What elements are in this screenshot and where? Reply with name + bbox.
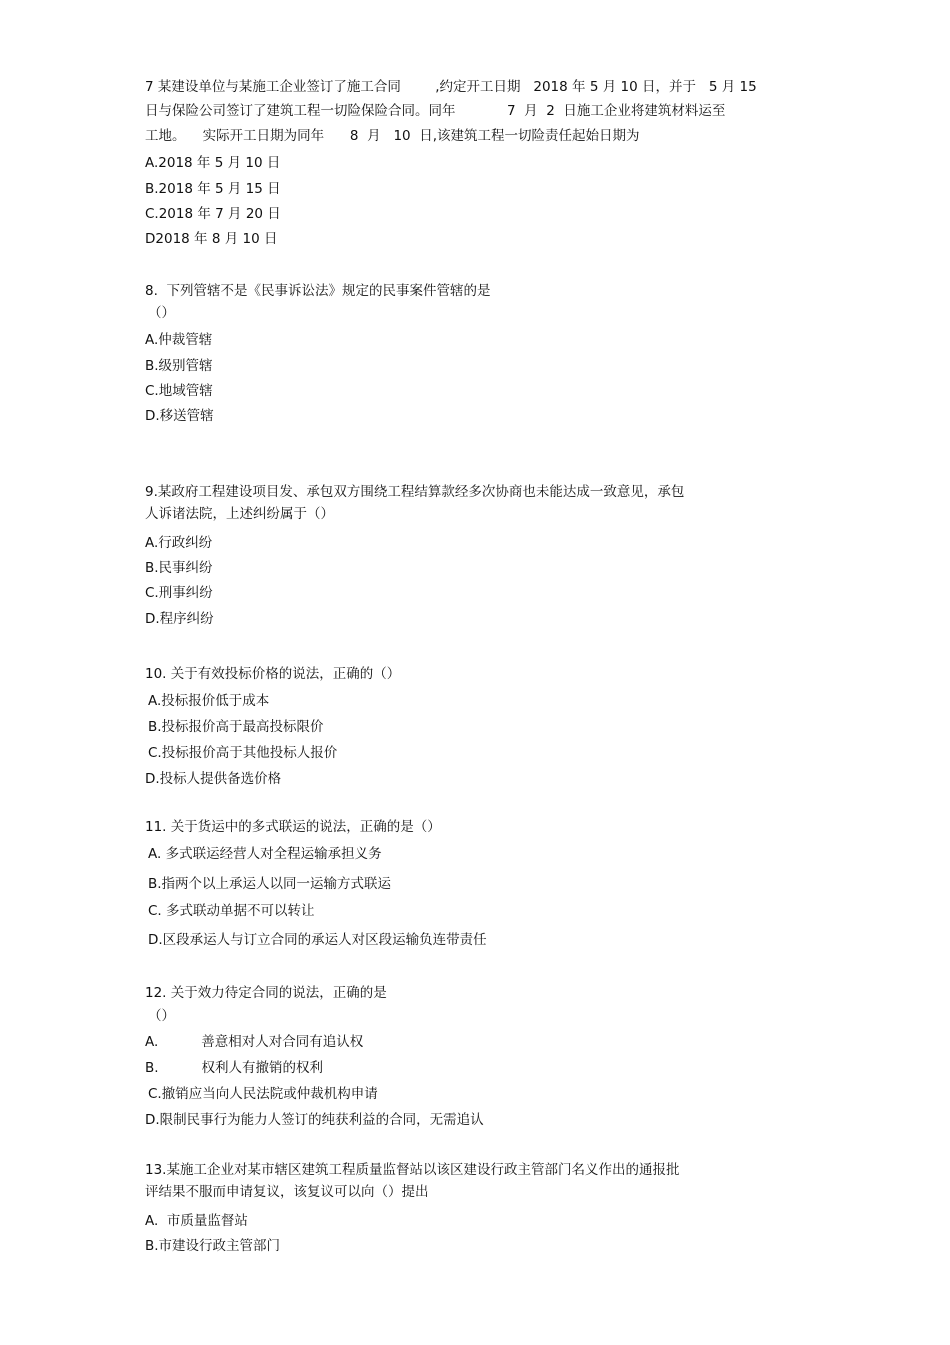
option-d: D.区段承运人与订立合同的承运人对区段运输负连带责任 bbox=[148, 932, 487, 948]
option-c: C. 多式联动单据不可以转让 bbox=[148, 903, 315, 919]
option-d: D.限制民事行为能力人签订的纯获利益的合同，无需追认 bbox=[145, 1112, 484, 1128]
option-b: B.2018 年 5 月 15 日 bbox=[145, 181, 281, 197]
question-10-text-line-1: 10. 关于有效投标价格的说法，正确的（） bbox=[145, 666, 401, 682]
option-a: A. 善意相对人对合同有追认权 bbox=[145, 1034, 364, 1050]
question-7-text-line-2: 日与保险公司签订了建筑工程一切险保险合同。同年 7 月 2 日施工企业将建筑材料运至 bbox=[145, 103, 726, 119]
question-13-text-line-2: 评结果不服而申请复议，该复议可以向（）提出 bbox=[145, 1184, 429, 1200]
question-12-text-line-1: 12. 关于效力待定合同的说法，正确的是 bbox=[145, 985, 387, 1001]
option-b: B.指两个以上承运人以同一运输方式联运 bbox=[148, 876, 392, 892]
option-b: B. 权利人有撤销的权利 bbox=[145, 1060, 323, 1076]
question-7-text-line-3: 工地。 实际开工日期为同年 8 月 10 日,该建筑工程一切险责任起始日期为 bbox=[145, 128, 640, 144]
option-c: C.2018 年 7 月 20 日 bbox=[145, 206, 281, 222]
option-d: D.移送管辖 bbox=[145, 408, 214, 424]
option-b: B.级别管辖 bbox=[145, 358, 213, 374]
option-b: B.投标报价高于最高投标限价 bbox=[148, 719, 324, 735]
option-c: C.地域管辖 bbox=[145, 383, 213, 399]
option-a: A.2018 年 5 月 10 日 bbox=[145, 155, 281, 171]
option-c: C.撤销应当向人民法院或仲裁机构申请 bbox=[148, 1086, 378, 1102]
question-8-text-line-2: （） bbox=[148, 305, 175, 321]
option-c: C.投标报价高于其他投标人报价 bbox=[148, 745, 338, 761]
question-7-text-line-1: 7 某建设单位与某施工企业签订了施工合同 ,约定开工日期 2018 年 5 月 10 日，并于 5 月 15 bbox=[145, 79, 757, 95]
question-11-text-line-1: 11. 关于货运中的多式联运的说法，正确的是（） bbox=[145, 819, 441, 835]
option-a: A.仲裁管辖 bbox=[145, 332, 213, 348]
option-d: D2018 年 8 月 10 日 bbox=[145, 231, 278, 247]
question-9-text-line-1: 9.某政府工程建设项目发、承包双方围绕工程结算款经多次协商也未能达成一致意见，承包 bbox=[145, 484, 685, 500]
option-c: C.刑事纠纷 bbox=[145, 585, 213, 601]
option-b: B.民事纠纷 bbox=[145, 560, 213, 576]
question-8-text-line-1: 8. 下列管辖不是《民事诉讼法》规定的民事案件管辖的是 bbox=[145, 283, 491, 299]
option-a: A.投标报价低于成本 bbox=[148, 693, 270, 709]
option-a: A. 多式联运经营人对全程运输承担义务 bbox=[148, 846, 382, 862]
option-a: A. 市质量监督站 bbox=[145, 1213, 248, 1229]
question-13-text-line-1: 13.某施工企业对某市辖区建筑工程质量监督站以该区建设行政主管部门名义作出的通报批 bbox=[145, 1162, 680, 1178]
option-b: B.市建设行政主管部门 bbox=[145, 1238, 281, 1254]
option-d: D.投标人提供备选价格 bbox=[145, 771, 282, 787]
option-d: D.程序纠纷 bbox=[145, 611, 214, 627]
question-12-text-line-2: （） bbox=[148, 1008, 175, 1024]
question-9-text-line-2: 人诉诸法院，上述纠纷属于（） bbox=[145, 506, 334, 522]
option-a: A.行政纠纷 bbox=[145, 535, 213, 551]
